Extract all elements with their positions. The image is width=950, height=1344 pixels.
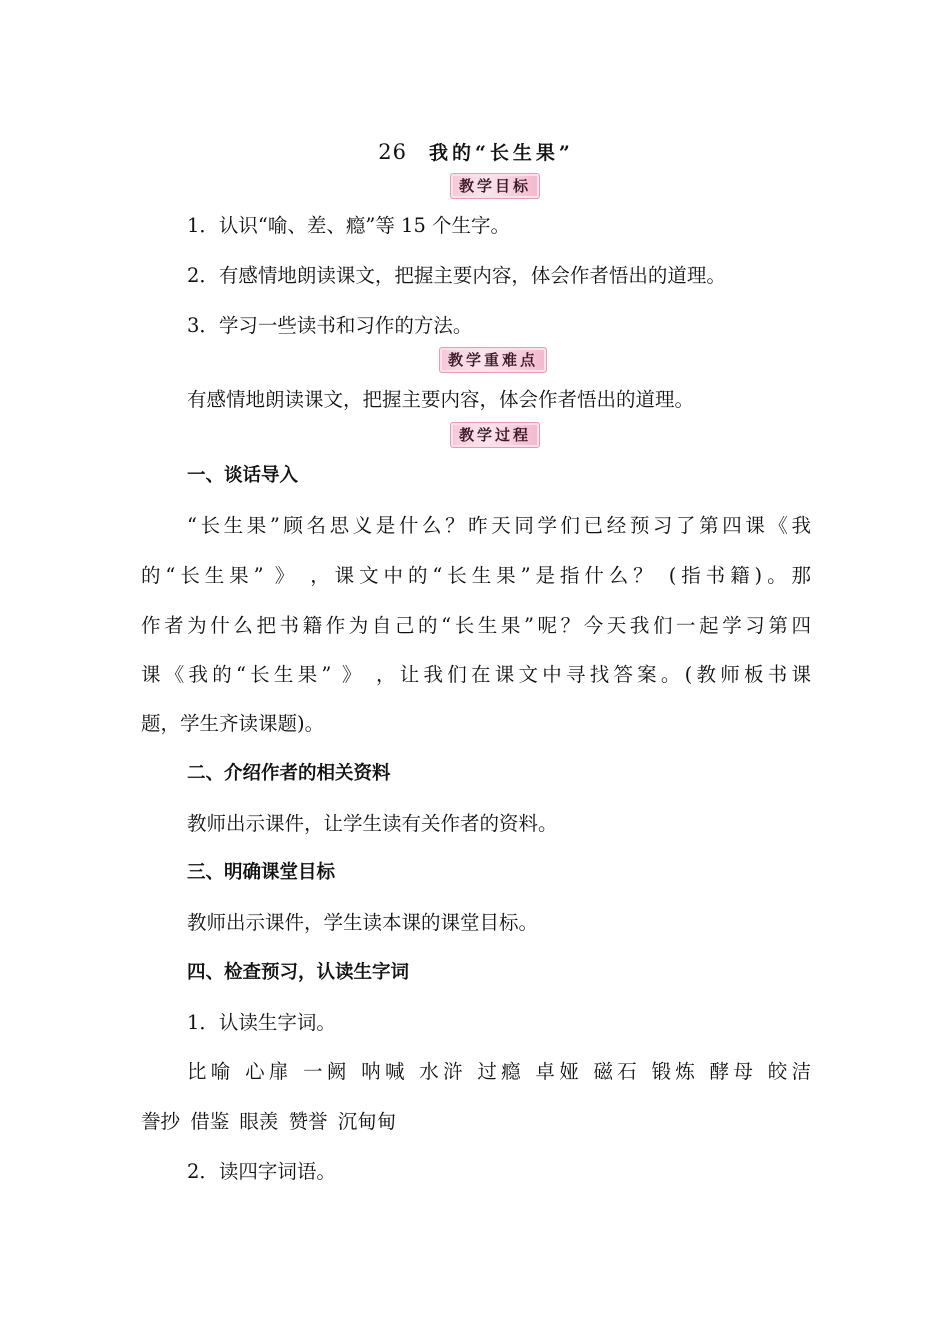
badge-process: 教学过程 [450,422,540,448]
lesson-number: 26 [378,140,407,164]
section-heading-3: 三、明确课堂目标 [187,862,336,883]
paragraph-line-5: 题，学生齐读课题)。 [141,712,325,735]
paragraph-line-1: “长生果”顾名思义是什么？昨天同学们已经预习了第四课《我 [187,514,811,537]
key-points-text: 有感情地朗读课文，把握主要内容，体会作者悟出的道理。 [187,388,695,411]
lesson-title-text: 我的“长生果” [428,142,574,164]
badge-key-points: 教学重难点 [439,347,547,373]
section-heading-2: 二、介绍作者的相关资料 [187,763,391,784]
vocab-line-2: 誊抄 借鉴 眼羡 赞誉 沉甸甸 [141,1110,397,1133]
objective-3: 3．学习一些读书和习作的方法。 [187,314,473,337]
paragraph-line-4: 课《我的“长生果” 》 ，让我们在课文中寻找答案。(教师板书课 [141,663,811,686]
section-4-item-1: 1．认读生字词。 [187,1011,336,1034]
section-2-text: 教师出示课件，让学生读有关作者的资料。 [187,812,558,835]
section-4-item-2: 2．读四字词语。 [187,1160,336,1183]
paragraph-line-2: 的“长生果” 》 ，课文中的“长生果”是指什么？ (指书籍)。那 [141,564,811,587]
section-heading-1: 一、谈话导入 [187,465,299,486]
vocab-line-1: 比喻 心扉 一阙 呐喊 水浒 过瘾 卓娅 磁石 锻炼 酵母 皎洁 [187,1060,811,1083]
section-heading-4: 四、检查预习，认读生字词 [187,962,410,983]
lesson-title [141,138,811,165]
badge-objectives: 教学目标 [450,173,540,199]
objective-1: 1．认识“喻、差、瘾”等 15 个生字。 [187,214,511,237]
paragraph-line-3: 作者为什么把书籍作为自己的“长生果”呢？今天我们一起学习第四 [141,614,811,637]
section-3-text: 教师出示课件，学生读本课的课堂目标。 [187,911,539,934]
objective-2: 2．有感情地朗读课文，把握主要内容，体会作者悟出的道理。 [187,264,726,287]
